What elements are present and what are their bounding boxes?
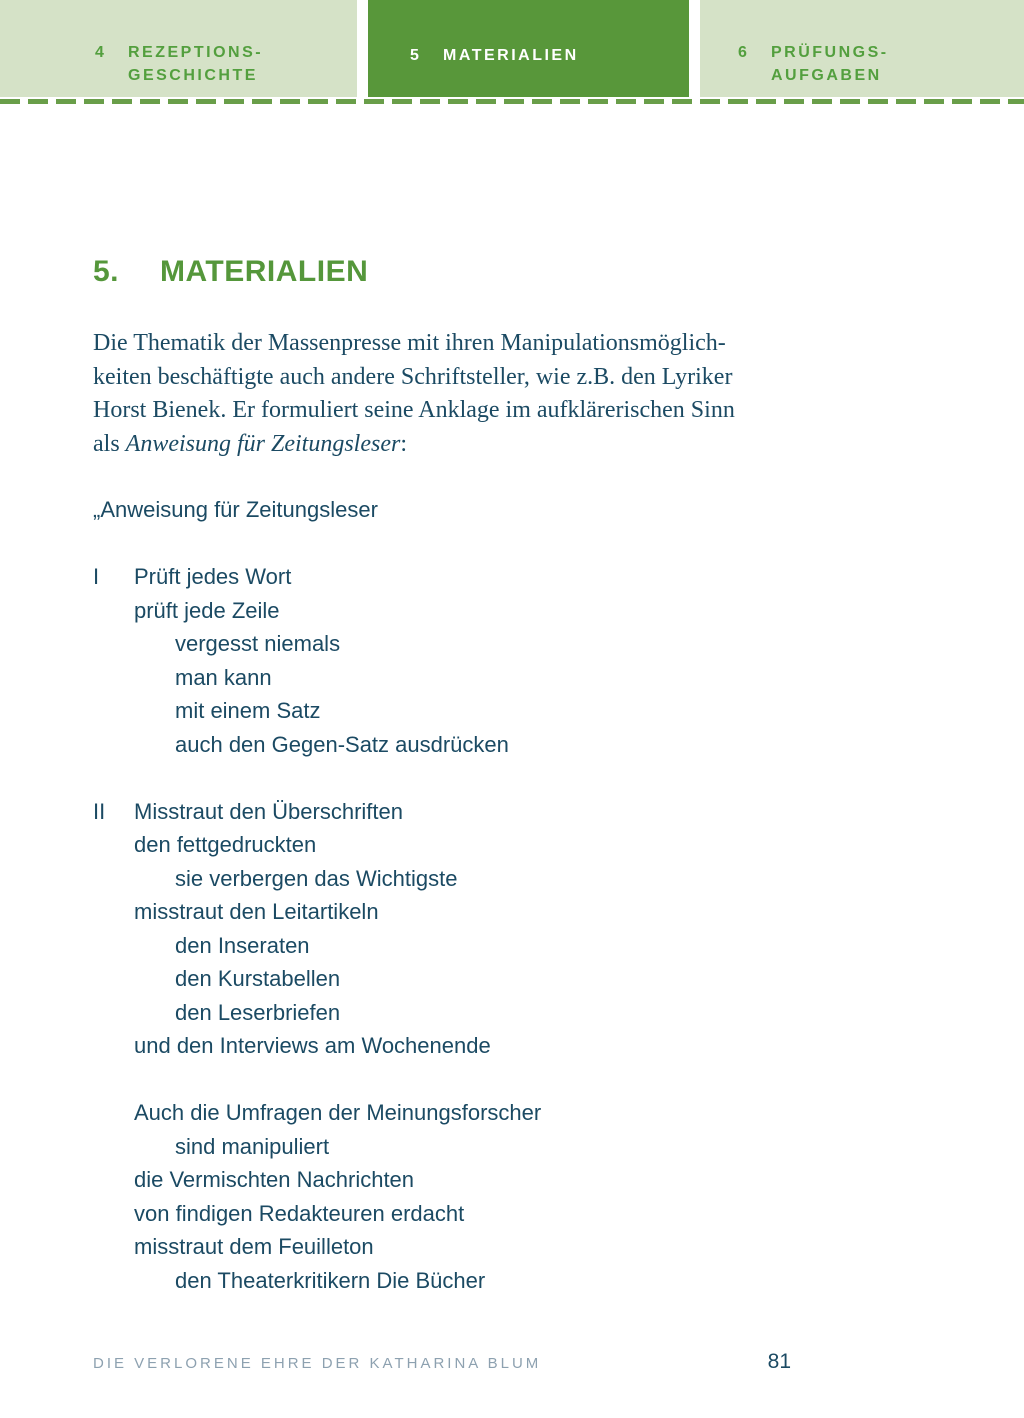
paragraph-text: : bbox=[400, 430, 408, 457]
poem-stanza bbox=[93, 795, 793, 1063]
poem-line-text: „Anweisung für Zeitungsleser bbox=[93, 497, 378, 522]
page-footer bbox=[93, 1350, 791, 1374]
poem-line-text: vergesst niemals bbox=[175, 631, 341, 656]
poem-line bbox=[93, 594, 793, 628]
poem-line-text: den Inseraten bbox=[175, 932, 310, 958]
tab-number: 5 bbox=[410, 47, 422, 64]
tab-rezeptionsgeschichte[interactable] bbox=[0, 0, 357, 97]
poem-line-text: Auch die Umfragen der Meinungsforscher bbox=[134, 1100, 542, 1125]
poem-line bbox=[93, 560, 793, 594]
poem-line bbox=[93, 862, 793, 896]
stanza-number: II bbox=[93, 798, 106, 824]
poem-line bbox=[93, 1197, 793, 1231]
poem-line bbox=[93, 1130, 793, 1164]
tab-pruefungsaufgaben[interactable] bbox=[700, 0, 1024, 97]
poem-line-text: misstraut den Leitartikeln bbox=[134, 899, 379, 924]
poem-line-text: mit einem Satz bbox=[175, 698, 321, 723]
poem-line-text: den Leserbriefen bbox=[175, 999, 341, 1025]
section-title: MATERIALIEN bbox=[160, 255, 369, 288]
section-heading bbox=[93, 254, 793, 290]
page-content bbox=[93, 254, 793, 1297]
footer-book-title: DIE VERLORENE EHRE DER KATHARINA BLUM bbox=[93, 1355, 542, 1372]
poem-line-text: den fettgedruckten bbox=[134, 832, 317, 857]
poem-line bbox=[93, 1096, 793, 1130]
tab-label-line2: AUFGABEN bbox=[771, 67, 882, 84]
poem-line bbox=[93, 895, 793, 929]
poem-line-text: sind manipuliert bbox=[175, 1133, 330, 1159]
poem-line-text: man kann bbox=[175, 664, 272, 690]
poem-line-text: von findigen Redakteuren erdacht bbox=[134, 1200, 465, 1226]
work-title-italic: Anweisung für Zeitungsleser bbox=[125, 430, 401, 457]
paragraph-text: Horst Bienek. Er formuliert seine Anklage im aufklärerischen Sinn bbox=[93, 397, 735, 423]
poem-stanza bbox=[93, 1096, 793, 1297]
poem-line bbox=[93, 795, 793, 829]
dashed-divider bbox=[0, 99, 1024, 104]
paragraph-text: Die Thematik der Massenpresse mit ihren Manipulationsmöglich- bbox=[93, 330, 726, 356]
poem-line bbox=[93, 1230, 793, 1264]
tab-label-line1 bbox=[410, 44, 689, 67]
poem-line bbox=[93, 1029, 793, 1063]
poem bbox=[93, 493, 793, 1297]
footer-page-number: 81 bbox=[767, 1350, 791, 1373]
tab-label: MATERIALIEN bbox=[443, 47, 579, 64]
poem-line bbox=[93, 627, 793, 661]
stanza-number: I bbox=[93, 564, 100, 589]
poem-line bbox=[93, 996, 793, 1030]
poem-line bbox=[93, 929, 793, 963]
tab-number: 4 bbox=[95, 44, 107, 61]
section-number: 5. bbox=[93, 255, 120, 288]
paragraph-text: keiten beschäftigte auch andere Schriftsteller, wie z.B. den Lyriker bbox=[93, 363, 733, 390]
poem-line bbox=[93, 1163, 793, 1197]
tab-materialien-active[interactable] bbox=[368, 0, 689, 97]
poem-line-text: den Theaterkritikern Die Bücher bbox=[175, 1267, 486, 1293]
paragraph-line bbox=[93, 394, 793, 428]
poem-stanza bbox=[93, 493, 793, 527]
header-tab-bar bbox=[0, 0, 1024, 97]
poem-line bbox=[93, 828, 793, 862]
poem-line bbox=[93, 728, 793, 762]
tab-label-line1 bbox=[738, 41, 1024, 64]
poem-line-text: Misstraut den Überschriften bbox=[134, 798, 403, 824]
tab-label: PRÜFUNGS- bbox=[771, 44, 889, 61]
poem-line-text: sie verbergen das Wichtigste bbox=[175, 865, 458, 891]
poem-line-text: misstraut dem Feuilleton bbox=[134, 1234, 374, 1259]
poem-line bbox=[93, 661, 793, 695]
poem-line-text: die Vermischten Nachrichten bbox=[134, 1167, 415, 1192]
tab-label-line2: GESCHICHTE bbox=[128, 67, 258, 84]
poem-line-text: und den Interviews am Wochenende bbox=[134, 1033, 491, 1058]
tab-label-line1 bbox=[95, 41, 357, 64]
poem-line bbox=[93, 694, 793, 728]
poem-line bbox=[93, 962, 793, 996]
poem-line bbox=[93, 493, 793, 527]
paragraph-text: als bbox=[93, 430, 126, 457]
poem-line-text: Prüft jedes Wort bbox=[134, 564, 292, 589]
intro-paragraph bbox=[93, 327, 793, 461]
poem-line-text: prüft jede Zeile bbox=[134, 597, 280, 623]
poem-line bbox=[93, 1264, 793, 1298]
tab-number: 6 bbox=[738, 44, 750, 61]
poem-line-text: den Kurstabellen bbox=[175, 966, 341, 991]
paragraph-line bbox=[93, 361, 793, 395]
paragraph-line bbox=[93, 327, 793, 361]
paragraph-line bbox=[93, 428, 793, 462]
tab-label: REZEPTIONS- bbox=[128, 44, 264, 61]
poem-line-text: auch den Gegen-Satz ausdrücken bbox=[175, 731, 509, 757]
poem-stanza bbox=[93, 560, 793, 761]
